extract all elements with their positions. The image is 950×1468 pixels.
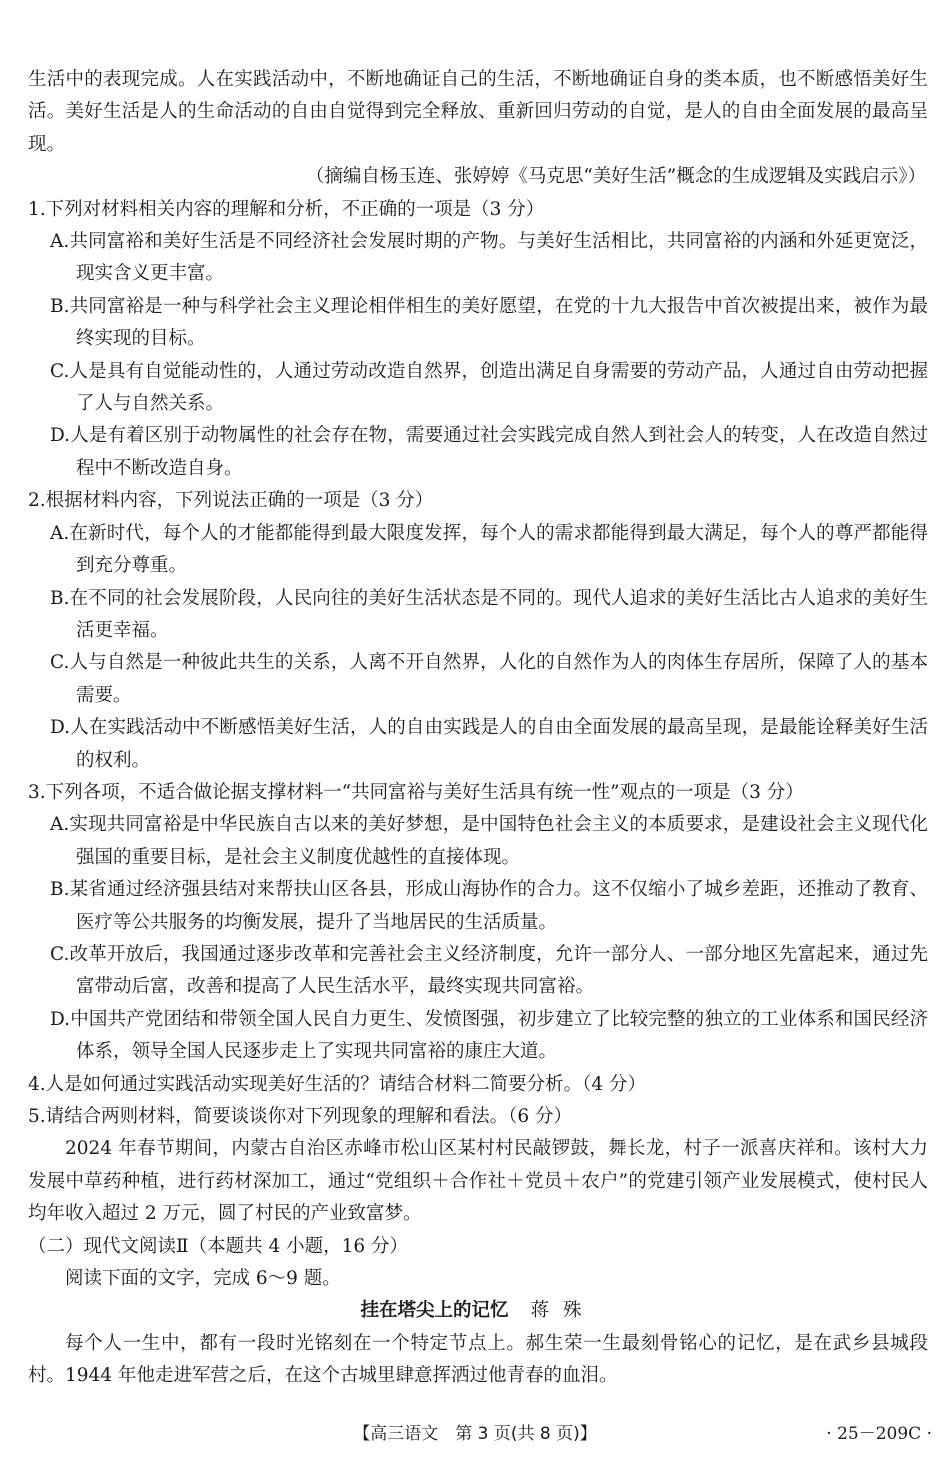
article-paragraph: 每个人一生中，都有一段时光铭刻在一个特定节点上。郝生荣一生最刻骨铭心的记忆，是在武乡县城段村。1944 年他走进军营之后，在这个古城里肆意挥洒过他青春的血泪。 bbox=[28, 1332, 928, 1387]
article-author: 蒋殊 bbox=[530, 1300, 596, 1322]
option-list bbox=[28, 809, 928, 1068]
article-title bbox=[28, 1295, 928, 1327]
question-1 bbox=[28, 194, 928, 486]
option-c: C.改革开放后，我国通过逐步改革和完善社会主义经济制度，允许一部分人、一部分地区先富起来，通过先富带动后富，改善和提高了人民生活水平，最终实现共同富裕。 bbox=[50, 943, 928, 998]
question-stem: 1.下列对材料相关内容的理解和分析，不正确的一项是（3 分） bbox=[28, 198, 545, 220]
option-b: B.某省通过经济强县结对来帮扶山区各县，形成山海协作的合力。这不仅缩小了城乡差距，还推动了教育、医疗等公共服务的均衡发展，提升了当地居民的生活质量。 bbox=[50, 879, 928, 933]
option-c: C.人与自然是一种彼此共生的关系，人离不开自然界，人化的自然作为人的肉体生存居所，保障了人的基本需要。 bbox=[50, 652, 928, 706]
passage-paragraph: 生活中的表现完成。人在实践活动中，不断地确证自己的生活，不断地确证自身的类本质，也不断感悟美好生活。美好生活是人的生命活动的自由自觉得到完全释放、重新回归劳动的自觉，是人的自由全面发展的最高呈现。 bbox=[28, 69, 928, 155]
option-d: D.人在实践活动中不断感悟美好生活，人的自由实践是人的自由全面发展的最高呈现，是最能诠释美好生活的权利。 bbox=[50, 717, 928, 771]
option-b: B.在不同的社会发展阶段，人民向往的美好生活状态是不同的。现代人追求的美好生活比古人追求的美好生活更幸福。 bbox=[50, 587, 928, 641]
question-3 bbox=[28, 777, 928, 1069]
question-4: 4.人是如何通过实践活动实现美好生活的？请结合材料二简要分析。（4 分） bbox=[28, 1073, 647, 1095]
question-2 bbox=[28, 485, 928, 777]
passage-source: （摘编自杨玉连、张婷婷《马克思“美好生活”概念的生成逻辑及实践启示》） bbox=[305, 166, 926, 188]
option-a: A.共同富裕和美好生活是不同经济社会发展时期的产物。与美好生活相比，共同富裕的内涵和外延更宽泛，现实含义更丰富。 bbox=[50, 231, 928, 285]
article-title-text: 挂在塔尖上的记忆 bbox=[360, 1300, 509, 1322]
page-footer bbox=[0, 1418, 950, 1450]
question-5: 5.请结合两则材料，简要谈谈你对下列现象的理解和看法。（6 分） bbox=[28, 1106, 573, 1127]
footer-code: · 25－209C · bbox=[826, 1424, 932, 1444]
option-list bbox=[28, 226, 928, 485]
section-heading: （二）现代文阅读Ⅱ（本题共 4 小题，16 分） bbox=[28, 1235, 409, 1257]
footer-page-info: 【高三语文 第 3 页(共 8 页)】 bbox=[353, 1424, 597, 1444]
option-list bbox=[28, 518, 928, 777]
option-a: A.在新时代，每个人的才能都能得到最大限度发挥，每个人的需求都能得到最大满足，每个人的尊严都能得到充分尊重。 bbox=[50, 522, 928, 577]
option-c: C.人是具有自觉能动性的，人通过劳动改造自然界，创造出满足自身需要的劳动产品，人通过自由劳动把握了人与自然关系。 bbox=[50, 360, 928, 415]
option-a: A.实现共同富裕是中华民族自古以来的美好梦想，是中国特色社会主义的本质要求，是建设社会主义现代化强国的重要目标，是社会主义制度优越性的直接体现。 bbox=[50, 814, 928, 868]
question-stem: 2.根据材料内容，下列说法正确的一项是（3 分） bbox=[28, 490, 434, 512]
question-stem: 3.下列各项，不适合做论据支撑材料一“共同富裕与美好生活具有统一性”观点的一项是（3 分） bbox=[28, 781, 804, 803]
section-instruction: 阅读下面的文字，完成 6～9 题。 bbox=[65, 1268, 341, 1290]
option-d: D.人是有着区别于动物属性的社会存在物，需要通过社会实践完成自然人到社会人的转变，人在改造自然过程中不断改造自身。 bbox=[50, 425, 928, 479]
option-b: B.共同富裕是一种与科学社会主义理论相伴相生的美好愿望，在党的十九大报告中首次被提出来，被作为最终实现的目标。 bbox=[50, 295, 928, 350]
exam-page bbox=[28, 64, 928, 1393]
question-5-material: 2024 年春节期间，内蒙古自治区赤峰市松山区某村村民敲锣鼓，舞长龙，村子一派喜庆祥和。该村大力发展中草药种植，进行药材深加工，通过“党组织＋合作社＋党员＋农户”的党建引领产业发展模式，使村民人均年收入超过 2 万元，圆了村民的产业致富梦。 bbox=[28, 1138, 928, 1225]
option-d: D.中国共产党团结和带领全国人民自力更生、发愤图强，初步建立了比较完整的独立的工业体系和国民经济体系，领导全国人民逐步走上了实现共同富裕的康庄大道。 bbox=[50, 1008, 928, 1063]
